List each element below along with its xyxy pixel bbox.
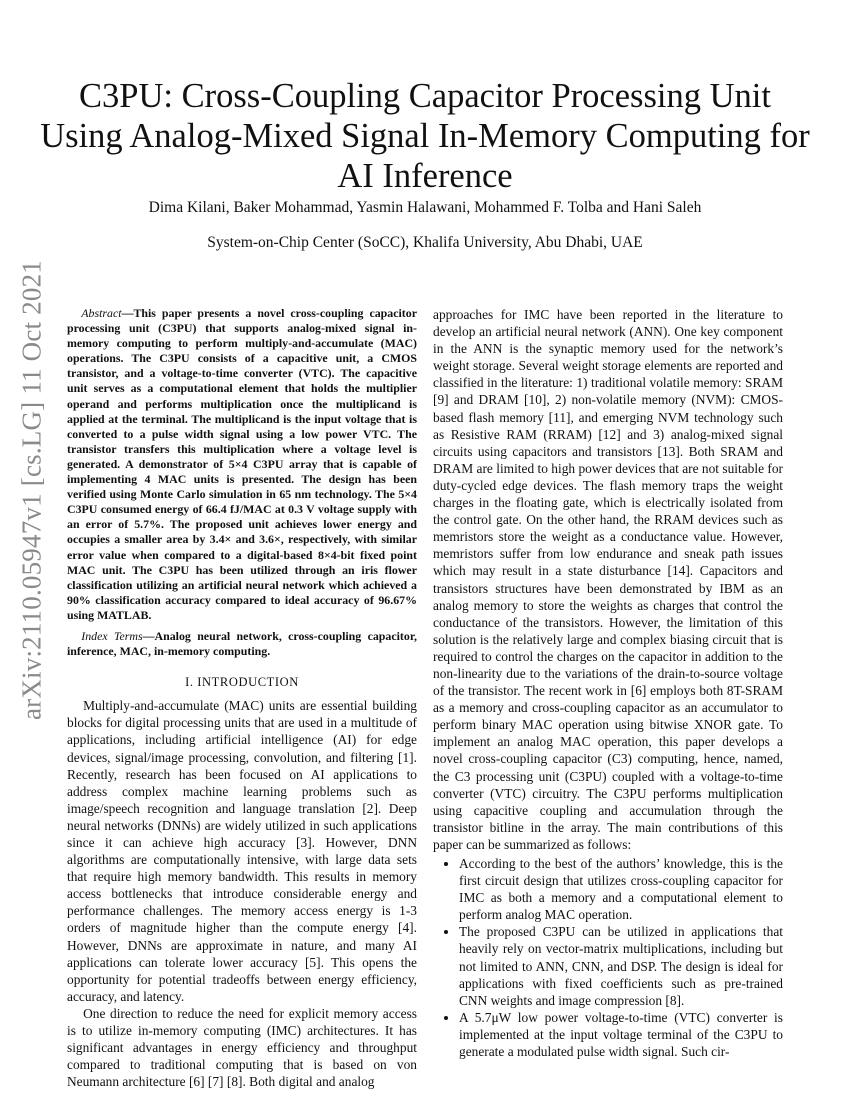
affiliation: System-on-Chip Center (SoCC), Khalifa University, Abu Dhabi, UAE [207, 234, 643, 251]
index-terms-label: Index Terms [81, 628, 143, 643]
section-heading-introduction: I. INTRODUCTION [185, 675, 299, 690]
right-column [433, 306, 783, 1060]
index-terms-text: —Analog neural network, cross-coupling capacitor, inference, MAC, in-memory computing. [67, 628, 417, 659]
contributions-list [433, 855, 783, 1060]
intro-paragraph-1: Multiply-and-accumulate (MAC) units are essential building blocks for digital processing units that are used in a multitude of applications, including artificial intelligence (AI) for edge devices, signal/image processing, convolution, and filtering [1]. Recently, research has been focused on AI applications to address complex machine learning problems such as image/speech recognition and language translation [2]. Deep neural networks (DNNs) are widely utilized in such applications since it can achieve high accuracy [3]. However, DNN algorithms are computationally intensive, with large data sets that require high memory bandwidth. This results in memory access bottlenecks that introduce considerable energy and performance challenges. The memory access energy is 1-3 orders of magnitude higher than the compute energy [4]. However, DNNs are approximate in nature, and many AI applications can tolerate lower accuracy [5]. This opens the opportunity for potential tradeoffs between energy efficiency, accuracy, and latency. [67, 698, 417, 1004]
index-terms [67, 629, 417, 659]
abstract-label: Abstract [81, 306, 122, 320]
contribution-item: • According to the best of the authors’ knowledge, this is the first circuit design that utilizes cross-coupling capacitor for IMC as both a memory and a computational element to perform analog MAC operation. [459, 855, 783, 923]
intro-paragraph-continued: approaches for IMC have been reported in the literature to develop an artificial neural network (ANN). One key component in the ANN is the synaptic memory used for the network’s weight storage. Several weight storage elements are reported and classified in the literature: 1) traditional volatile memory: SRAM [9] and DRAM [10], 2) non-volatile memory (NVM): CMOS-based flash memory [11], and emerging NVM technology such as Resistive RAM (RRAM) [12] and 3) analog-mixed signal circuits using capacitors and transistors [13]. Both SRAM and DRAM are limited to high power devices that are not suitable for duty-cycled edge devices. The flash memory traps the weight charges in the floating gate, which is electrically isolated from the control gate. On the other hand, the RRAM devices such as memristors store the weight as a conductance value. However, memristors suffer from low endurance and sneak path issues which may result in a state disturbance [14]. Capacitors and transistors structures have been demonstrated by IBM as an analog memory to store the weights as charges that control the conductance of the transistors. However, the limitation of this solution is the relatively large and complex biasing circuit that is required to control the charges on the capacitor in addition to the non-linearity due to the variations of the drain-to-source voltage of the transistor. The recent work in [6] employs both 8T-SRAM as a memory and cross-coupling capacitor as an accumulator to perform binary MAC operation using bitwise XNOR gate. To implement an analog MAC operation, this paper develops a novel cross-coupling capacitor (C3) computing, hence, named, the C3 processing unit (C3PU) coupled with a voltage-to-time converter (VTC) circuitry. The C3PU performs multiplication using capacitive coupling and accumulation through the transistor bitline in the array. The main contributions of this paper can be summarized as follows: [433, 307, 783, 852]
arxiv-identifier-text: arXiv:2110.05947v1 [cs.LG] 11 Oct 2021 [16, 259, 47, 721]
intro-paragraph-2: One direction to reduce the need for explicit memory access is to utilize in-memory computing (IMC) architectures. It has significant advantages in energy efficiency and throughput compared to traditional computing that is based on von Neumann architecture [6] [7] [8]. Both digital and analog [67, 1005, 417, 1090]
author-list: Dima Kilani, Baker Mohammad, Yasmin Halawani, Mohammed F. Tolba and Hani Saleh [148, 199, 702, 216]
contribution-item: • The proposed C3PU can be utilized in applications that heavily rely on vector-matrix multiplications, including but not limited to ANN, CNN, and DSP. The design is ideal for applications with fixed coefficients such as pre-trained CNN weights and image compression [8]. [459, 923, 783, 1008]
arxiv-identifier-stamp [10, 259, 54, 721]
left-column [67, 306, 417, 1090]
abstract-text: —This paper presents a novel cross-coupling capacitor processing unit (C3PU) that supports analog-mixed signal in-memory computing to perform multiply-and-accumulate (MAC) operations. The C3PU consists of a capacitive unit, a CMOS transistor, and a voltage-to-time converter (VTC). The capacitive unit serves as a computational element that holds the multiplier operand and performs multiplication once the multiplicand is applied at the terminal. The multiplicand is the input voltage that is converted to a pulse width signal using a low power VTC. The transistor transfers this multiplication where a voltage level is generated. A demonstrator of 5×4 C3PU array that is capable of implementing 4 MAC units is presented. The design has been verified using Monte Carlo simulation in 65 nm technology. The 5×4 C3PU consumed energy of 66.4 fJ/MAC at 0.3 V voltage supply with an error of 5.7%. The proposed unit achieves lower energy and occupies a smaller area by 3.4× and 3.6×, respectively, with similar error value when compared to a digital-based 8×4-bit fixed point MAC unit. The C3PU has been utilized through an iris flower classification utilizing an artificial neural network which achieved a 90% classification accuracy compared to ideal accuracy of 96.67% using MATLAB. [67, 306, 417, 622]
paper-title: C3PU: Cross-Coupling Capacitor Processing Unit Using Analog-Mixed Signal In-Memory Computing for AI Inference [40, 77, 810, 195]
abstract [67, 306, 417, 623]
contribution-item: • A 5.7μW low power voltage-to-time (VTC) converter is implemented at the input voltage terminal of the C3PU to generate a modulated pulse width signal. Such cir- [459, 1009, 783, 1060]
